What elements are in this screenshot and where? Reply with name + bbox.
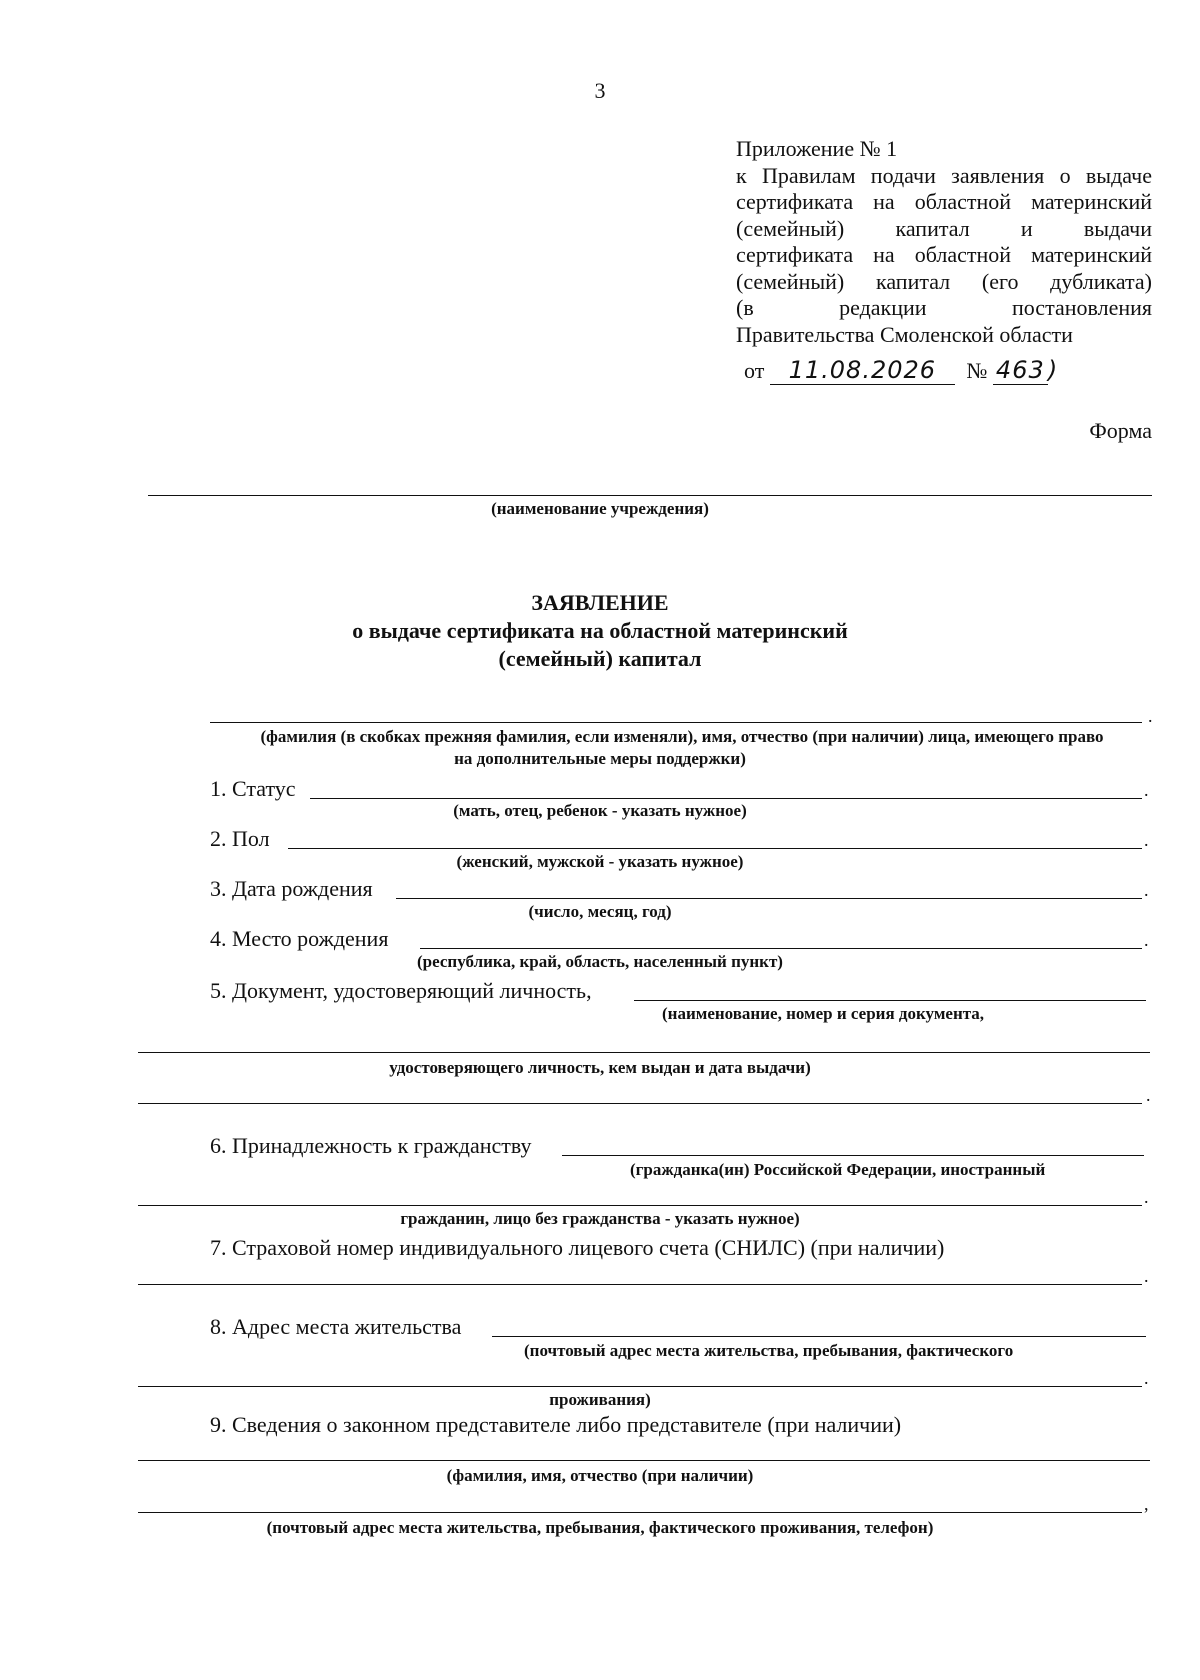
close-paren: ) xyxy=(1047,356,1059,384)
dot-mark: . xyxy=(1144,780,1149,800)
representative-caption-1: (фамилия, имя, отчество (при наличии) xyxy=(446,1466,754,1485)
citizenship-label: 6. Принадлежность к гражданству xyxy=(210,1133,532,1158)
representative-label: 9. Сведения о законном представителе либо представителе (при наличии) xyxy=(210,1412,902,1437)
appendix-block xyxy=(736,136,1152,348)
decree-date: 11.08.2026 xyxy=(788,356,937,384)
document-subtitle-2: (семейный) капитал xyxy=(498,646,702,671)
applicant-line xyxy=(210,722,1142,723)
dot-mark: . xyxy=(1144,930,1149,950)
birth-date-label: 3. Дата рождения xyxy=(210,876,373,901)
dot-mark: . xyxy=(1146,1085,1151,1105)
id-document-caption-1: (наименование, номер и серия документа, xyxy=(662,1004,985,1023)
appendix-line: к Правилам подачи заявления о выдаче xyxy=(736,162,1152,188)
id-document-label: 5. Документ, удостоверяющий личность, xyxy=(210,978,592,1003)
appendix-line: сертификата на областной материнский xyxy=(736,242,1152,267)
decree-date-field xyxy=(770,356,955,385)
id-document-field[interactable] xyxy=(634,1000,1146,1001)
dot-mark: . xyxy=(1144,1368,1149,1388)
representative-field[interactable] xyxy=(138,1460,1150,1461)
snils-field[interactable] xyxy=(138,1284,1142,1285)
appendix-line: сертификата на областной материнский xyxy=(736,189,1152,214)
dot-mark: , xyxy=(1144,1494,1149,1514)
appendix-date-line xyxy=(744,356,1058,385)
decree-number: 463 xyxy=(995,356,1045,384)
id-document-field-2[interactable] xyxy=(138,1052,1150,1053)
birth-date-field[interactable] xyxy=(396,898,1142,899)
representative-caption-2: (почтовый адрес места жительства, пребывания, фактического проживания, телефон) xyxy=(266,1518,934,1537)
institution-line xyxy=(148,495,1152,496)
citizenship-field[interactable] xyxy=(562,1155,1144,1156)
citizenship-field-2[interactable] xyxy=(138,1205,1142,1206)
appendix-line: (в редакции постановления xyxy=(736,295,1152,320)
birth-place-caption: (республика, край, область, населенный пункт) xyxy=(417,952,783,971)
citizenship-caption-2: гражданин, лицо без гражданства - указать нужное) xyxy=(400,1209,800,1228)
appendix-line: Правительства Смоленской области xyxy=(736,321,1073,347)
sex-field[interactable] xyxy=(288,848,1142,849)
dot-mark: . xyxy=(1148,706,1153,726)
status-field[interactable] xyxy=(310,798,1142,799)
birth-place-field[interactable] xyxy=(420,948,1142,949)
birth-date-caption: (число, месяц, год) xyxy=(528,902,672,921)
document-title: ЗАЯВЛЕНИЕ xyxy=(531,590,669,615)
dot-mark: . xyxy=(1144,830,1149,850)
sex-label: 2. Пол xyxy=(210,826,270,851)
from-label: от xyxy=(744,358,765,383)
form-label: Форма xyxy=(1089,418,1152,443)
status-caption: (мать, отец, ребенок - указать нужное) xyxy=(453,801,747,820)
appendix-line: (семейный) капитал и выдачи xyxy=(736,215,1152,241)
document-subtitle-1: о выдаче сертификата на областной материнский xyxy=(352,618,848,643)
applicant-caption-1: (фамилия (в скобках прежняя фамилия, если изменяли), имя, отчество (при наличии) лица, имеющего право xyxy=(260,727,1104,746)
status-label: 1. Статус xyxy=(210,776,296,801)
id-document-field-3[interactable] xyxy=(138,1103,1142,1104)
decree-number-field xyxy=(993,356,1048,385)
address-caption-1: (почтовый адрес места жительства, пребывания, фактического xyxy=(524,1341,1014,1360)
address-caption-2: проживания) xyxy=(549,1390,651,1409)
address-field-2[interactable] xyxy=(138,1386,1142,1387)
appendix-line: Приложение № 1 xyxy=(736,136,898,161)
address-label: 8. Адрес места жительства xyxy=(210,1314,462,1339)
applicant-caption-2: на дополнительные меры поддержки) xyxy=(454,749,746,768)
id-document-caption-2: удостоверяющего личность, кем выдан и дата выдачи) xyxy=(389,1058,811,1077)
sex-caption: (женский, мужской - указать нужное) xyxy=(456,852,744,871)
birth-place-label: 4. Место рождения xyxy=(210,926,389,951)
dot-mark: . xyxy=(1144,1187,1149,1207)
representative-field-2[interactable] xyxy=(138,1512,1142,1513)
address-field[interactable] xyxy=(492,1336,1146,1337)
number-label: № xyxy=(966,358,988,383)
institution-caption: (наименование учреждения) xyxy=(491,499,709,518)
dot-mark: . xyxy=(1144,1266,1149,1286)
appendix-line: (семейный) капитал (его дубликата) xyxy=(736,268,1152,294)
citizenship-caption-1: (гражданка(ин) Российской Федерации, иностранный xyxy=(630,1160,1046,1179)
dot-mark: . xyxy=(1144,880,1149,900)
page-number: 3 xyxy=(594,78,606,103)
snils-label: 7. Страховой номер индивидуального лицевого счета (СНИЛС) (при наличии) xyxy=(210,1235,945,1260)
